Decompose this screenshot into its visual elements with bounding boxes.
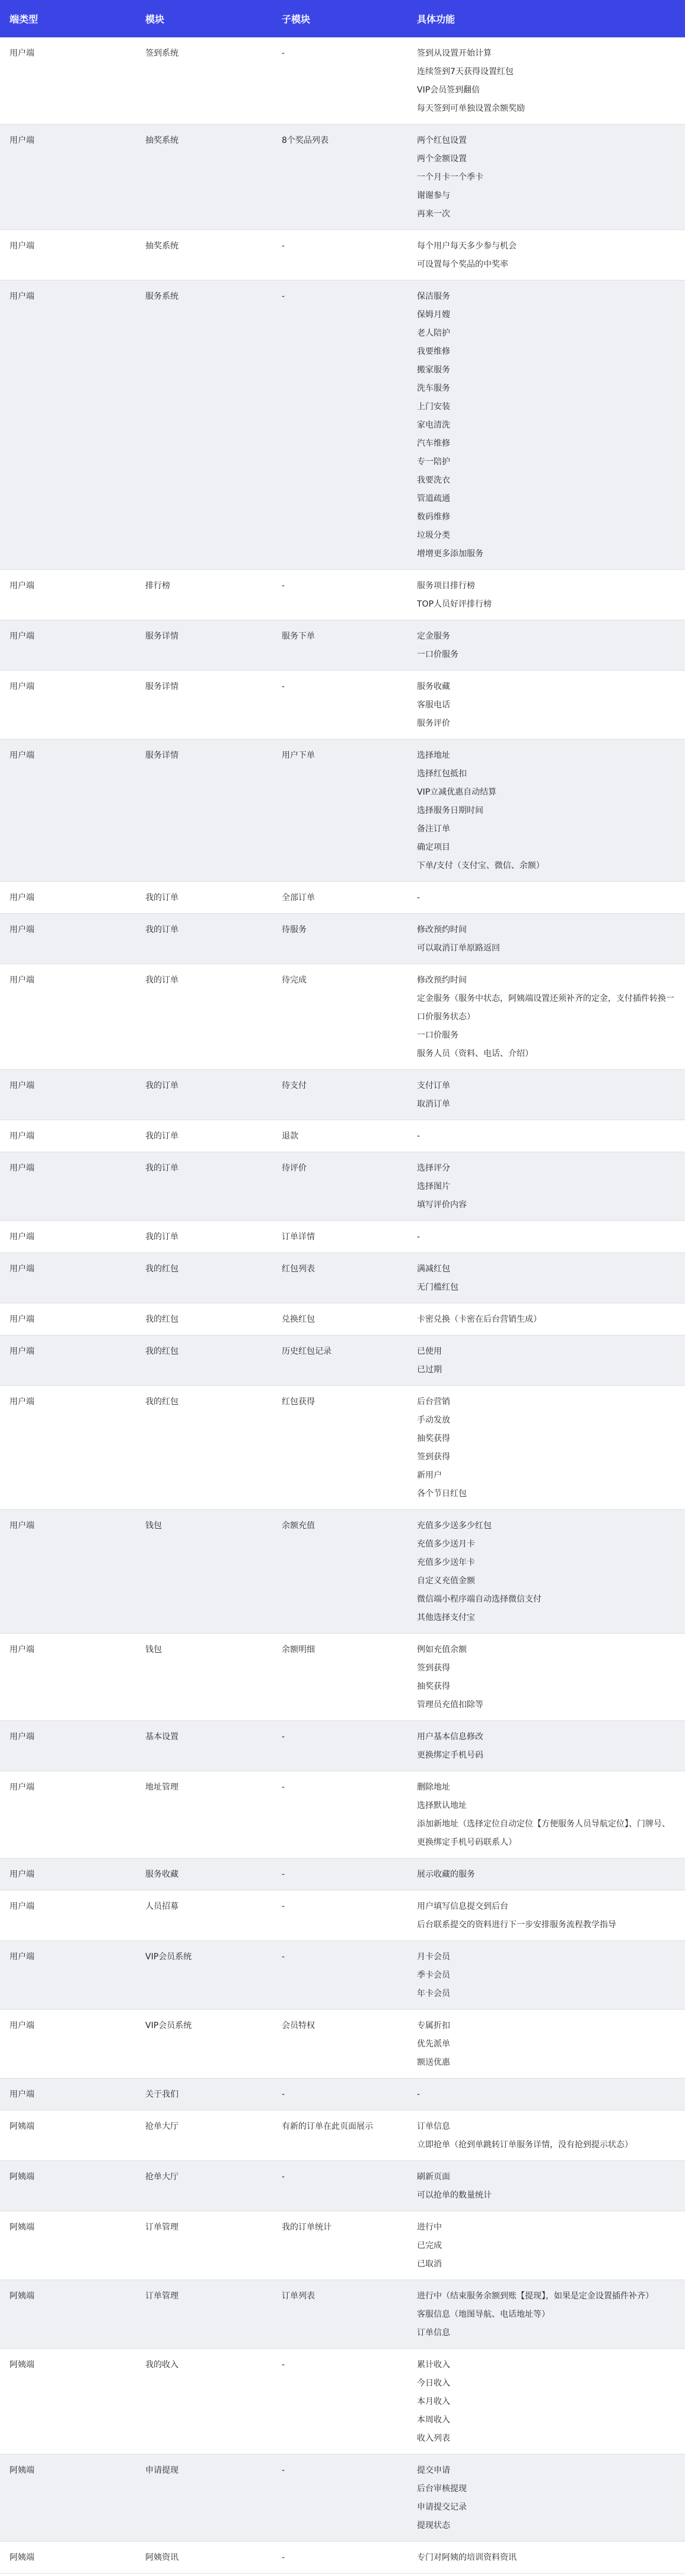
- feature-item: 专一陪护: [417, 457, 450, 467]
- table-row: [0, 1510, 685, 1634]
- client-type-cell: 用户端: [0, 125, 136, 230]
- table-row: [0, 2010, 685, 2078]
- feature-item: 本周收入: [417, 2415, 450, 2425]
- feature-item: 抽奖获得: [417, 1682, 450, 1691]
- feature-item: 支付订单: [417, 1081, 450, 1091]
- feature-item: 定金服务（服务中状态，阿姨端设置还须补齐的定金，支付插件转换一口价服务状态）: [417, 994, 674, 1022]
- submodule-cell: -: [272, 2349, 407, 2454]
- client-type-cell: 用户端: [0, 1120, 136, 1152]
- client-type-cell: 阿姨端: [0, 2542, 136, 2574]
- feature-item: 订单信息: [417, 2122, 450, 2131]
- client-type-cell: 阿姨端: [0, 2211, 136, 2280]
- module-cell: VIP会员系统: [136, 1941, 272, 2010]
- features-cell: [407, 2211, 685, 2280]
- features-cell: [407, 2010, 685, 2078]
- feature-item: 客服信息（地图导航、电话地址等）: [417, 2310, 550, 2319]
- feature-item: 申请提交记录: [417, 2502, 467, 2512]
- feature-item: 下单/支付（支付宝、微信、余额）: [417, 861, 544, 871]
- features-cell: [407, 37, 685, 125]
- features-cell: [407, 2349, 685, 2454]
- feature-item: 连续签到7天获得设置红包: [417, 67, 514, 76]
- module-cell: 我的红包: [136, 1253, 272, 1303]
- feature-item: 选择服务日期时间: [417, 806, 483, 815]
- feature-item: 添加新地址（选择定位自动定位【方便服务人员导航定位】、门牌号、更换绑定手机号码联系人）: [417, 1819, 670, 1847]
- client-type-cell: 用户端: [0, 2010, 136, 2078]
- feature-item: 两个红包设置: [417, 136, 467, 145]
- table-row: [0, 1634, 685, 1721]
- feature-item: 已过期: [417, 1365, 442, 1375]
- feature-item: 提现状态: [417, 2521, 450, 2530]
- feature-item: 提交申请: [417, 2466, 450, 2475]
- submodule-cell: 有新的订单在此页面展示: [272, 2110, 407, 2161]
- submodule-cell: 待支付: [272, 1070, 407, 1120]
- client-type-cell: 用户端: [0, 1858, 136, 1890]
- feature-item: 一口价服务: [417, 1031, 458, 1040]
- feature-item: 立即抢单（抢到单跳转订单服务详情，没有抢到提示状态）: [417, 2140, 633, 2150]
- feature-item: 保姆月嫂: [417, 310, 450, 320]
- feature-item: 充值多少送月卡: [417, 1539, 475, 1549]
- client-type-cell: 阿姨端: [0, 2280, 136, 2349]
- submodule-cell: 兑换红包: [272, 1303, 407, 1335]
- table-row: [0, 1890, 685, 1941]
- feature-item: 选择默认地址: [417, 1801, 467, 1810]
- features-cell: [407, 2280, 685, 2349]
- submodule-cell: 余额明细: [272, 1634, 407, 1721]
- client-type-cell: 用户端: [0, 1335, 136, 1386]
- feature-item: 可以取消订单原路返回: [417, 943, 500, 953]
- table-row: [0, 1221, 685, 1253]
- module-cell: 抽奖系统: [136, 125, 272, 230]
- client-type-cell: 用户端: [0, 1221, 136, 1253]
- features-cell: [407, 914, 685, 964]
- module-cell: 我的订单: [136, 882, 272, 914]
- feature-item: 微信端小程序端自动选择微信支付: [417, 1595, 541, 1604]
- module-cell: 服务详情: [136, 620, 272, 671]
- client-type-cell: 用户端: [0, 1303, 136, 1335]
- feature-item: 两个金额设置: [417, 154, 467, 164]
- submodule-cell: -: [272, 2161, 407, 2211]
- feature-item: 展示收藏的服务: [417, 1870, 475, 1879]
- client-type-cell: 用户端: [0, 230, 136, 280]
- table-row: [0, 2110, 685, 2161]
- features-cell: [407, 964, 685, 1070]
- feature-item: 家电清洗: [417, 420, 450, 430]
- submodule-cell: -: [272, 570, 407, 620]
- module-cell: 人员招募: [136, 1890, 272, 1941]
- features-cell: [407, 1941, 685, 2010]
- table-row: [0, 230, 685, 280]
- submodule-cell: -: [272, 280, 407, 570]
- submodule-cell: -: [272, 1721, 407, 1771]
- header-module: 模块: [136, 0, 272, 37]
- feature-item: 填写评价内容: [417, 1200, 467, 1210]
- module-cell: 我的收入: [136, 2349, 272, 2454]
- client-type-cell: 用户端: [0, 964, 136, 1070]
- module-cell: 我的红包: [136, 1386, 272, 1510]
- feature-item: 管道疏通: [417, 494, 450, 503]
- feature-item: 数码维修: [417, 512, 450, 522]
- feature-item: 自定义充值金额: [417, 1576, 475, 1586]
- feature-item: 确定项目: [417, 843, 450, 852]
- features-cell: [407, 570, 685, 620]
- feature-item: 我要维修: [417, 347, 450, 356]
- table-row: [0, 1771, 685, 1858]
- submodule-cell: -: [272, 230, 407, 280]
- feature-item: -: [417, 1131, 420, 1141]
- features-cell: [407, 125, 685, 230]
- client-type-cell: 用户端: [0, 739, 136, 882]
- features-cell: [407, 2161, 685, 2211]
- client-type-cell: 用户端: [0, 1771, 136, 1858]
- feature-item: 收入列表: [417, 2434, 450, 2443]
- submodule-cell: -: [272, 2454, 407, 2542]
- submodule-cell: -: [272, 2542, 407, 2574]
- table-row: [0, 1858, 685, 1890]
- feature-item: 每个用户每天多少参与机会: [417, 241, 517, 251]
- client-type-cell: 用户端: [0, 620, 136, 671]
- features-cell: [407, 1721, 685, 1771]
- feature-item: 选择地址: [417, 751, 450, 760]
- feature-item: 优先派单: [417, 2039, 450, 2049]
- features-cell: [407, 1253, 685, 1303]
- feature-item: -: [417, 1232, 420, 1242]
- feature-item: 抽奖获得: [417, 1434, 450, 1443]
- feature-item: 专属折扣: [417, 2021, 450, 2030]
- feature-item: 累计收入: [417, 2360, 450, 2370]
- features-cell: [407, 1386, 685, 1510]
- feature-item: 再来一次: [417, 209, 450, 219]
- client-type-cell: 用户端: [0, 1070, 136, 1120]
- submodule-cell: 订单列表: [272, 2280, 407, 2349]
- features-cell: [407, 2110, 685, 2161]
- submodule-cell: 服务下单: [272, 620, 407, 671]
- submodule-cell: 历史红包记录: [272, 1335, 407, 1386]
- client-type-cell: 用户端: [0, 1721, 136, 1771]
- client-type-cell: 用户端: [0, 280, 136, 570]
- table-body: [0, 37, 685, 2574]
- features-cell: [407, 1120, 685, 1152]
- table-row: [0, 1120, 685, 1152]
- table-row: [0, 1335, 685, 1386]
- features-cell: [407, 1152, 685, 1221]
- feature-item: 一个月卡一个季卡: [417, 173, 483, 182]
- client-type-cell: 用户端: [0, 2078, 136, 2110]
- client-type-cell: 用户端: [0, 1152, 136, 1221]
- feature-item: 月卡会员: [417, 1952, 450, 1962]
- table-row: [0, 2161, 685, 2211]
- features-cell: [407, 1335, 685, 1386]
- client-type-cell: 阿姨端: [0, 2161, 136, 2211]
- submodule-cell: -: [272, 1890, 407, 1941]
- table-row: [0, 1253, 685, 1303]
- client-type-cell: 用户端: [0, 1890, 136, 1941]
- feature-item: 保洁服务: [417, 292, 450, 301]
- feature-item: 其他选择支付宝: [417, 1613, 475, 1622]
- feature-item: 已完成: [417, 2241, 442, 2250]
- submodule-cell: 用户下单: [272, 739, 407, 882]
- feature-item: 垃圾分类: [417, 531, 450, 540]
- table-header: [0, 0, 685, 37]
- module-cell: VIP会员系统: [136, 2010, 272, 2078]
- module-cell: 我的订单: [136, 1070, 272, 1120]
- module-cell: 服务收藏: [136, 1858, 272, 1890]
- submodule-cell: 待服务: [272, 914, 407, 964]
- submodule-cell: -: [272, 1941, 407, 2010]
- feature-item: 今日收入: [417, 2379, 450, 2388]
- feature-item: 新用户: [417, 1471, 442, 1480]
- feature-item: 删除地址: [417, 1783, 450, 1792]
- table-row: [0, 280, 685, 570]
- submodule-cell: -: [272, 2078, 407, 2110]
- table-row: [0, 37, 685, 125]
- module-cell: 抽奖系统: [136, 230, 272, 280]
- features-cell: [407, 1221, 685, 1253]
- module-cell: 我的红包: [136, 1335, 272, 1386]
- feature-item: 进行中: [417, 2223, 442, 2232]
- client-type-cell: 阿姨端: [0, 2110, 136, 2161]
- submodule-cell: -: [272, 1771, 407, 1858]
- module-cell: 地址管理: [136, 1771, 272, 1858]
- feature-item: 我要洗衣: [417, 476, 450, 485]
- table-row: [0, 1721, 685, 1771]
- feature-item: 汽车维修: [417, 439, 450, 448]
- submodule-cell: 待评价: [272, 1152, 407, 1221]
- table-row: [0, 671, 685, 739]
- submodule-cell: 待完成: [272, 964, 407, 1070]
- feature-item: 上门安装: [417, 402, 450, 412]
- client-type-cell: 用户端: [0, 914, 136, 964]
- feature-item: 修改预约时间: [417, 975, 467, 985]
- submodule-cell: -: [272, 671, 407, 739]
- feature-item: 已取消: [417, 2259, 442, 2269]
- module-cell: 服务系统: [136, 280, 272, 570]
- table-row: [0, 1070, 685, 1120]
- features-cell: [407, 280, 685, 570]
- feature-item: 签到从设置开始计算: [417, 49, 492, 58]
- table-row: [0, 2454, 685, 2542]
- feature-item: TOP人员好评排行榜: [417, 600, 492, 609]
- module-cell: 钱包: [136, 1634, 272, 1721]
- features-cell: [407, 671, 685, 739]
- header-client-type: 端类型: [0, 0, 136, 37]
- module-cell: 申请提现: [136, 2454, 272, 2542]
- feature-item: 充值多少送多少红包: [417, 1521, 492, 1531]
- feature-item: 后台营销: [417, 1397, 450, 1407]
- submodule-cell: 我的订单统计: [272, 2211, 407, 2280]
- feature-item: 专门对阿姨的培训资料资讯: [417, 2553, 517, 2562]
- feature-item: 取消订单: [417, 1099, 450, 1109]
- feature-item: 服务人员（资料、电话、介绍）: [417, 1049, 533, 1059]
- module-cell: 签到系统: [136, 37, 272, 125]
- feature-item: 选择评分: [417, 1163, 450, 1173]
- feature-item: 后台审核提现: [417, 2484, 467, 2494]
- submodule-cell: 全部订单: [272, 882, 407, 914]
- table-row: [0, 964, 685, 1070]
- features-cell: [407, 1771, 685, 1858]
- feature-item: 管理员充值扣除等: [417, 1700, 483, 1710]
- features-cell: [407, 2078, 685, 2110]
- client-type-cell: 用户端: [0, 1941, 136, 2010]
- client-type-cell: 用户端: [0, 37, 136, 125]
- table-row: [0, 1386, 685, 1510]
- feature-item: VIP会员签到翻倍: [417, 85, 480, 95]
- feature-item: 洗车服务: [417, 384, 450, 393]
- feature-item: VIP立减优惠自动结算: [417, 788, 497, 797]
- feature-item: 搬家服务: [417, 365, 450, 375]
- module-cell: 服务详情: [136, 739, 272, 882]
- feature-item: 本月收入: [417, 2397, 450, 2406]
- features-cell: [407, 1634, 685, 1721]
- submodule-cell: 余额充值: [272, 1510, 407, 1634]
- feature-item: 签到获得: [417, 1663, 450, 1673]
- module-cell: 订单管理: [136, 2280, 272, 2349]
- table-row: [0, 2078, 685, 2110]
- feature-item: 每天签到可单独设置余额奖励: [417, 104, 525, 113]
- feature-item: 满减红包: [417, 1264, 450, 1274]
- submodule-cell: 8个奖品列表: [272, 125, 407, 230]
- submodule-cell: 订单详情: [272, 1221, 407, 1253]
- module-cell: 关于我们: [136, 2078, 272, 2110]
- feature-item: 用户基本信息修改: [417, 1732, 483, 1742]
- feature-item: 用户填写信息提交到后台: [417, 1902, 508, 1911]
- feature-item: 年卡会员: [417, 1989, 450, 1998]
- module-cell: 抢单大厅: [136, 2161, 272, 2211]
- submodule-cell: 会员特权: [272, 2010, 407, 2078]
- submodule-cell: 退款: [272, 1120, 407, 1152]
- feature-item: 老人陪护: [417, 329, 450, 338]
- feature-item: -: [417, 893, 420, 903]
- feature-item: 客服电话: [417, 700, 450, 710]
- feature-item: 无门槛红包: [417, 1283, 458, 1292]
- feature-item: 可以抢单的数量统计: [417, 2191, 492, 2200]
- module-cell: 我的订单: [136, 1221, 272, 1253]
- submodule-cell: -: [272, 37, 407, 125]
- features-cell: [407, 882, 685, 914]
- feature-item: 季卡会员: [417, 1971, 450, 1980]
- module-cell: 我的红包: [136, 1303, 272, 1335]
- module-cell: 订单管理: [136, 2211, 272, 2280]
- feature-item: 各个节日红包: [417, 1489, 467, 1499]
- feature-item: 服务评价: [417, 719, 450, 728]
- features-cell: [407, 620, 685, 671]
- header-features: 具体功能: [407, 0, 685, 37]
- submodule-cell: -: [272, 1858, 407, 1890]
- module-cell: 阿姨资讯: [136, 2542, 272, 2574]
- client-type-cell: 用户端: [0, 1510, 136, 1634]
- feature-item: 卡密兑换（卡密在后台营销生成）: [417, 1315, 541, 1324]
- feature-item: -: [417, 2090, 420, 2099]
- feature-item: 可设置每个奖品的中奖率: [417, 260, 508, 269]
- feature-item: 选择红包抵扣: [417, 769, 467, 779]
- table-row: [0, 739, 685, 882]
- table-row: [0, 570, 685, 620]
- client-type-cell: 用户端: [0, 570, 136, 620]
- feature-item: 已使用: [417, 1347, 442, 1356]
- module-cell: 抢单大厅: [136, 2110, 272, 2161]
- module-cell: 服务详情: [136, 671, 272, 739]
- feature-item: 选择图片: [417, 1182, 450, 1191]
- module-cell: 排行榜: [136, 570, 272, 620]
- header-submodule: 子模块: [272, 0, 407, 37]
- table-row: [0, 620, 685, 671]
- features-cell: [407, 2542, 685, 2574]
- features-cell: [407, 2454, 685, 2542]
- feature-item: 一口价服务: [417, 650, 458, 659]
- submodule-cell: 红包列表: [272, 1253, 407, 1303]
- features-cell: [407, 1890, 685, 1941]
- feature-item: 更换绑定手机号码: [417, 1751, 483, 1760]
- feature-item: 手动发放: [417, 1415, 450, 1425]
- client-type-cell: 用户端: [0, 882, 136, 914]
- feature-item: 进行中（结束服务余额到账【提现】，如果是定金设置插件补齐）: [417, 2291, 654, 2301]
- feature-item: 定金服务: [417, 632, 450, 641]
- table-row: [0, 1303, 685, 1335]
- feature-item: 后台联系提交的资料进行下一步安排服务流程教学指导: [417, 1920, 616, 1930]
- module-cell: 基本设置: [136, 1721, 272, 1771]
- features-cell: [407, 1510, 685, 1634]
- feature-item: 服务项目排行榜: [417, 581, 475, 591]
- table-row: [0, 125, 685, 230]
- features-cell: [407, 230, 685, 280]
- client-type-cell: 阿姨端: [0, 2454, 136, 2542]
- features-cell: [407, 1070, 685, 1120]
- feature-item: 修改预约时间: [417, 925, 467, 935]
- module-cell: 我的订单: [136, 1120, 272, 1152]
- feature-item: 备注订单: [417, 824, 450, 834]
- feature-item: 例如充值余额: [417, 1645, 467, 1654]
- feature-item: 服务收藏: [417, 682, 450, 691]
- table-row: [0, 882, 685, 914]
- feature-item: 增增更多添加服务: [417, 549, 483, 559]
- module-cell: 我的订单: [136, 964, 272, 1070]
- feature-item: 刷新页面: [417, 2172, 450, 2182]
- features-cell: [407, 1858, 685, 1890]
- table-row: [0, 2349, 685, 2454]
- submodule-cell: 红包获得: [272, 1386, 407, 1510]
- client-type-cell: 用户端: [0, 671, 136, 739]
- feature-item: 额送优惠: [417, 2058, 450, 2067]
- features-cell: [407, 739, 685, 882]
- table-row: [0, 1152, 685, 1221]
- feature-item: 签到获得: [417, 1452, 450, 1462]
- table-row: [0, 2280, 685, 2349]
- client-type-cell: 阿姨端: [0, 2349, 136, 2454]
- feature-item: 订单信息: [417, 2328, 450, 2338]
- module-cell: 钱包: [136, 1510, 272, 1634]
- table-row: [0, 2542, 685, 2574]
- client-type-cell: 用户端: [0, 1253, 136, 1303]
- client-type-cell: 用户端: [0, 1634, 136, 1721]
- features-cell: [407, 1303, 685, 1335]
- module-cell: 我的订单: [136, 1152, 272, 1221]
- table-row: [0, 1941, 685, 2010]
- table-row: [0, 914, 685, 964]
- module-cell: 我的订单: [136, 914, 272, 964]
- feature-item: 充值多少送年卡: [417, 1558, 475, 1567]
- feature-item: 谢谢参与: [417, 191, 450, 200]
- client-type-cell: 用户端: [0, 1386, 136, 1510]
- table-row: [0, 2211, 685, 2280]
